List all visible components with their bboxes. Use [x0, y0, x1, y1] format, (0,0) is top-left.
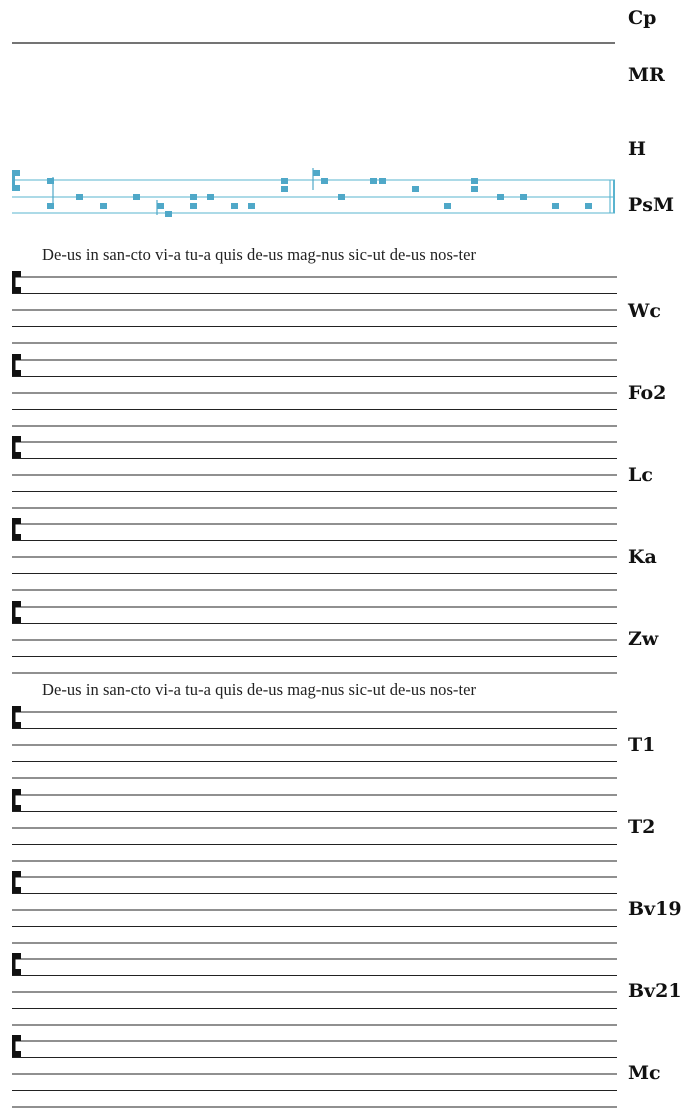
siglum-fo2: Fo2: [628, 382, 667, 404]
neume-note: [76, 194, 83, 200]
neume-note: [157, 203, 164, 209]
c-clef-icon: [12, 1035, 21, 1057]
neume-note: [552, 203, 559, 209]
neume-note: [497, 194, 504, 200]
neume-note: [321, 178, 328, 184]
staves-group-b: [12, 706, 617, 1107]
lyrics-line-1: De-us in san-cto vi-a tu-a quis de-us mag-nus sic-ut de-us nos-ter: [42, 245, 477, 264]
staff-ka: [12, 518, 617, 590]
siglum-psm: PsM: [628, 194, 675, 216]
staff-psm: [12, 168, 615, 217]
siglum-bv21: Bv21: [628, 980, 682, 1002]
siglum-t1: T1: [628, 734, 656, 756]
neume-note: [190, 203, 197, 209]
psm-neumes: [47, 168, 592, 217]
c-clef-icon: [12, 271, 21, 293]
staves-group-a: [12, 271, 617, 673]
c-clef-icon: [12, 706, 21, 728]
neume-note: [585, 203, 592, 209]
neume-note: [379, 178, 386, 184]
neume-note: [444, 203, 451, 209]
siglum-cp: Cp: [628, 7, 657, 29]
neume-note: [471, 178, 478, 184]
siglum-mc: Mc: [628, 1062, 661, 1084]
neume-note: [370, 178, 377, 184]
c-clef-icon: [12, 436, 21, 458]
siglum-ka: Ka: [628, 546, 657, 568]
neume-note: [165, 211, 172, 217]
siglum-t2: T2: [628, 816, 656, 838]
staff-bv21: [12, 953, 617, 1025]
c-clef-icon: [12, 953, 21, 975]
siglum-mr: MR: [628, 64, 665, 86]
siglum-wc: Wc: [628, 300, 661, 322]
neume-note: [471, 186, 478, 192]
staff-fo2: [12, 354, 617, 426]
staff-wc: [12, 271, 617, 343]
c-clef-icon: [12, 871, 21, 893]
staff-zw: [12, 601, 617, 673]
neume-note: [313, 170, 320, 176]
staff-mc: [12, 1035, 617, 1107]
staff-t1: [12, 706, 617, 778]
neume-note: [133, 194, 140, 200]
siglum-h: H: [628, 138, 646, 160]
lyrics-line-2: De-us in san-cto vi-a tu-a quis de-us mag-nus sic-ut de-us nos-ter: [42, 680, 477, 699]
neume-note: [207, 194, 214, 200]
staff-bv19: [12, 871, 617, 943]
neume-note: [231, 203, 238, 209]
siglum-zw: Zw: [628, 628, 659, 650]
staff-lc: [12, 436, 617, 508]
c-clef-icon: [12, 789, 21, 811]
neume-note: [520, 194, 527, 200]
neume-note: [338, 194, 345, 200]
neume-note: [281, 178, 288, 184]
siglum-lc: Lc: [628, 464, 653, 486]
c-clef-icon: [12, 354, 21, 376]
siglum-bv19: Bv19: [628, 898, 682, 920]
neume-note: [100, 203, 107, 209]
staff-t2: [12, 789, 617, 861]
c-clef-icon: [12, 601, 21, 623]
c-clef-icon: [12, 518, 21, 540]
neume-note: [281, 186, 288, 192]
neume-note: [412, 186, 419, 192]
neume-note: [190, 194, 197, 200]
neume-note: [248, 203, 255, 209]
